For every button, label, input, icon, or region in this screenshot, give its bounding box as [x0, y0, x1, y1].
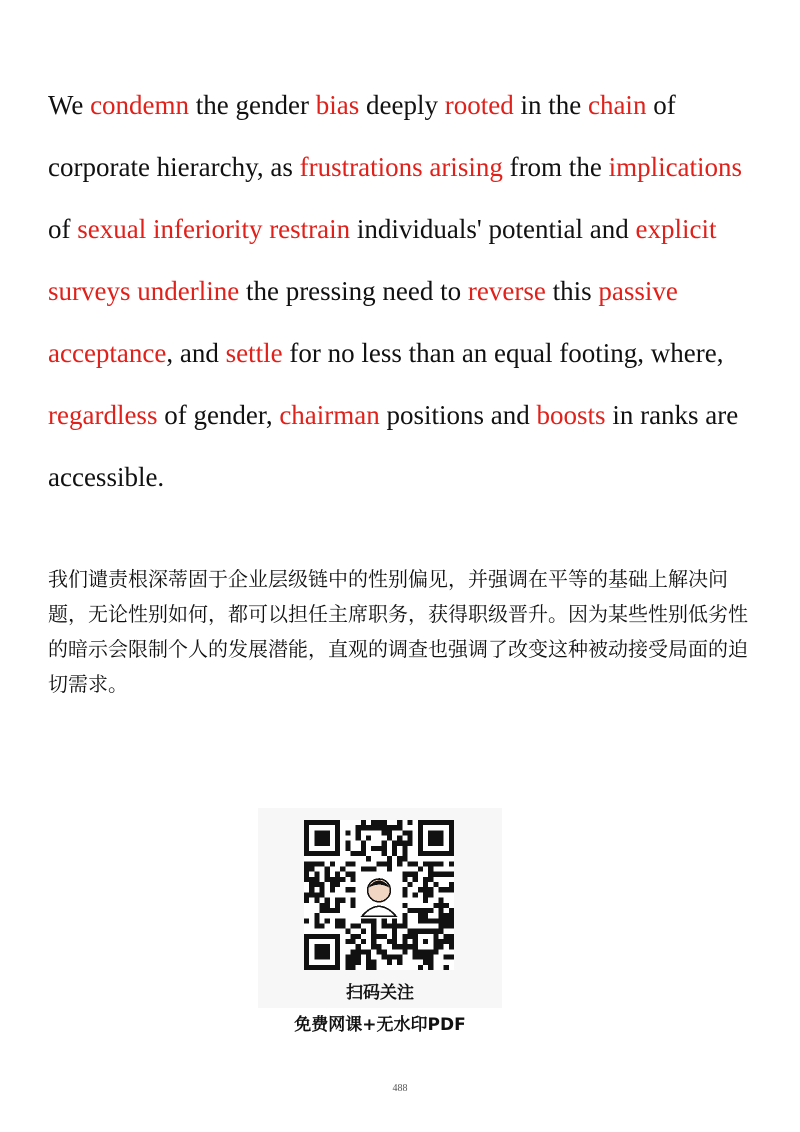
paragraph-text: this: [545, 276, 599, 306]
highlighted-word: condemn: [90, 90, 190, 120]
paragraph-text: of corporate hierarchy, as: [48, 90, 676, 182]
highlighted-word: chairman: [279, 400, 380, 430]
paragraph-text: in the: [513, 90, 588, 120]
highlighted-word: rooted: [444, 90, 514, 120]
paragraph-text: the pressing need to: [239, 276, 468, 306]
paragraph-text: in ranks are accessible.: [48, 400, 739, 492]
chinese-paragraph: 我们谴责根深蒂固于企业层级链中的性别偏见，并强调在平等的基础上解决问题，无论性别如何，都可以担任主席职务，获得职级晋升。因为某些性别低劣性的暗示会限制个人的发展潜能，直观的调查也强调了改变这种被动接受局面的迫切需求。: [48, 567, 748, 696]
english-paragraph: [48, 74, 760, 508]
highlighted-word: boosts: [536, 400, 606, 430]
highlighted-word: implications: [608, 152, 743, 182]
paragraph-text: positions and: [379, 400, 537, 430]
page-number: 488: [392, 1083, 408, 1094]
highlighted-word: regardless: [48, 400, 158, 430]
highlighted-word: reverse: [467, 276, 546, 306]
paragraph-text: deeply: [359, 90, 445, 120]
highlighted-word: passive acceptance: [48, 276, 678, 368]
paragraph-text: the gender: [189, 90, 316, 120]
highlighted-word: sexual inferiority restrain: [77, 214, 351, 244]
highlighted-word: settle: [225, 338, 283, 368]
paragraph-text: from the: [502, 152, 609, 182]
paragraph-text: of gender,: [157, 400, 280, 430]
paragraph-text: of: [48, 214, 78, 244]
qr-subcaption: 免费网课+无水印PDF: [294, 1015, 466, 1035]
highlighted-word: explicit surveys underline: [48, 214, 717, 306]
highlighted-word: frustrations arising: [299, 152, 503, 182]
qr-code-block: [258, 808, 502, 1008]
qr-caption: 扫码关注: [346, 983, 414, 1003]
paragraph-text: individuals' potential and: [350, 214, 636, 244]
highlighted-word: chain: [587, 90, 647, 120]
paragraph-text: for no less than an equal footing, where,: [282, 338, 724, 368]
paragraph-text: , and: [166, 338, 226, 368]
highlighted-word: bias: [315, 90, 360, 120]
qr-code-icon: [304, 820, 454, 970]
paragraph-text: We: [48, 90, 91, 120]
